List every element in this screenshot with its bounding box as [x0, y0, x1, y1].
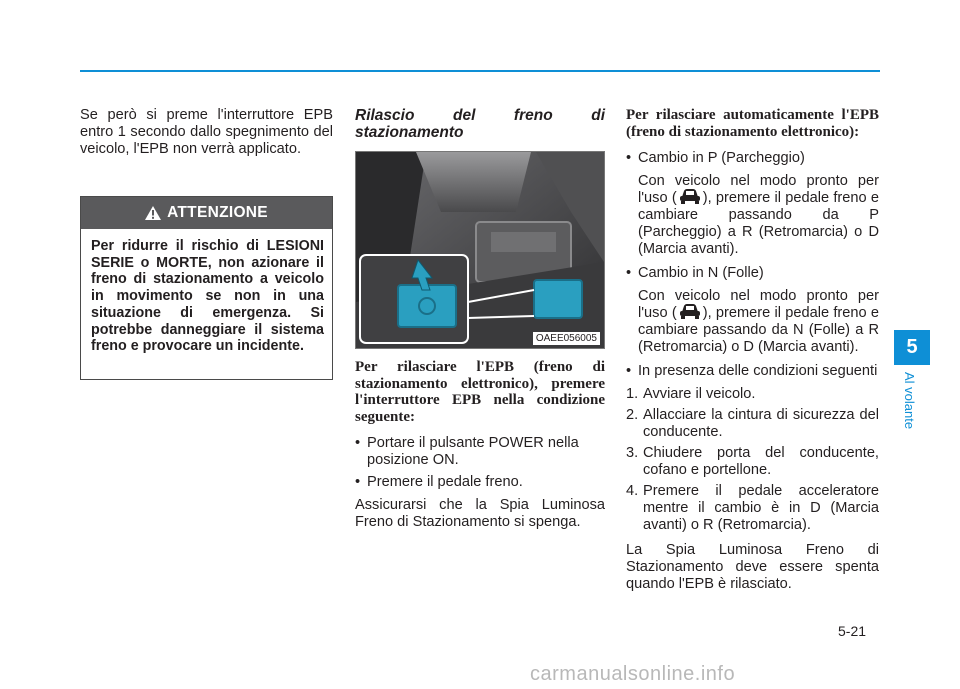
- park-instruction-end: ), premere il pedale freno e cambiare passando da P (Parcheggio) a R (Retromarcia) o D (Marcia avanti).: [638, 190, 880, 257]
- list-item: • In presenza delle condizioni seguenti: [626, 363, 879, 380]
- list-item: • Cambio in N (Folle): [626, 265, 879, 282]
- warning-header: [81, 197, 332, 229]
- warning-body: Per ridurre il rischio di LESIONI SERIE o MORTE, non azionare il freno di stazionamento a veicolo in movimento se non in una situazione di emergenza. Si potrebbe danneggiare il sistema freno e provocare un incidente.: [91, 238, 324, 355]
- list-item: • Portare il pulsante POWER nella posizione ON.: [355, 435, 605, 469]
- step-item: [626, 386, 879, 403]
- car-ready-icon: [679, 188, 701, 204]
- release-conditions-list: [355, 435, 605, 491]
- center-console-illustration: [356, 152, 604, 348]
- closing-paragraph: La Spia Luminosa Freno di Stazionamento deve essere spenta quando l'EPB è rilasciato.: [626, 542, 879, 592]
- warning-title: ATTENZIONE: [167, 204, 268, 221]
- release-note: Assicurarsi che la Spia Luminosa Freno di Stazionamento si spenga.: [355, 497, 605, 530]
- auto-release-list-3: [626, 363, 879, 380]
- step-item: [626, 445, 879, 479]
- watermark: carmanualsonline.info: [530, 663, 736, 685]
- chapter-number: 5: [906, 336, 918, 358]
- warning-box: [80, 196, 333, 380]
- neutral-instruction-start: Con veicolo nel modo pronto per l'uso (: [638, 288, 879, 321]
- auto-release-heading: Per rilasciare automaticamente l'EPB (freno di stazionamento elettronico):: [626, 107, 879, 140]
- page-number: 5-21: [838, 623, 867, 639]
- chapter-tab: [894, 330, 930, 365]
- step-number: 3.: [626, 445, 639, 461]
- park-instruction-start: Con veicolo nel modo pronto per l'uso (: [638, 173, 879, 206]
- step-text: Avviare il veicolo.: [643, 386, 756, 402]
- intro-paragraph: Se però si preme l'interruttore EPB entro 1 secondo dallo spegnimento del veicolo, l'EPB non verrà applicato.: [80, 107, 333, 157]
- step-item: [626, 483, 879, 534]
- right-column: [626, 107, 879, 603]
- steps-list: [626, 386, 879, 534]
- park-instruction: [626, 173, 879, 258]
- top-rule: [80, 70, 880, 72]
- step-text: Premere il pedale acceleratore mentre il cambio è in D (Marcia avanti) o R (Retromarcia).: [643, 483, 879, 533]
- car-ready-icon: [679, 303, 701, 319]
- step-number: 2.: [626, 407, 639, 423]
- list-item: • Cambio in P (Parcheggio): [626, 150, 879, 167]
- chapter-label: Al volante: [902, 372, 917, 430]
- step-text: Allacciare la cintura di sicurezza del conducente.: [643, 407, 879, 440]
- left-column: [80, 107, 333, 168]
- warning-triangle-icon: [145, 206, 161, 220]
- epb-switch-photo: [355, 151, 605, 349]
- step-text: Chiudere porta del conducente, cofano e portellone.: [643, 445, 879, 478]
- neutral-instruction: [626, 288, 879, 356]
- section-heading: Rilascio del freno di stazionamento: [355, 107, 605, 141]
- auto-release-list-2: [626, 265, 879, 282]
- neutral-instruction-end: ), premere il pedale freno e cambiare passando da N (Folle) a R (Retromarcia) o D (Marcia avanti).: [638, 305, 880, 355]
- release-subheading: Per rilasciare l'EPB (freno di stazionamento elettronico), premere l'interruttore EPB nella condizione seguente:: [355, 359, 605, 425]
- auto-release-list: [626, 150, 879, 167]
- image-code: OAEE056005: [533, 332, 600, 345]
- step-number: 1.: [626, 386, 639, 402]
- list-item: • Premere il pedale freno.: [355, 474, 605, 491]
- step-item: [626, 407, 879, 441]
- middle-column: [355, 107, 605, 541]
- step-number: 4.: [626, 483, 639, 499]
